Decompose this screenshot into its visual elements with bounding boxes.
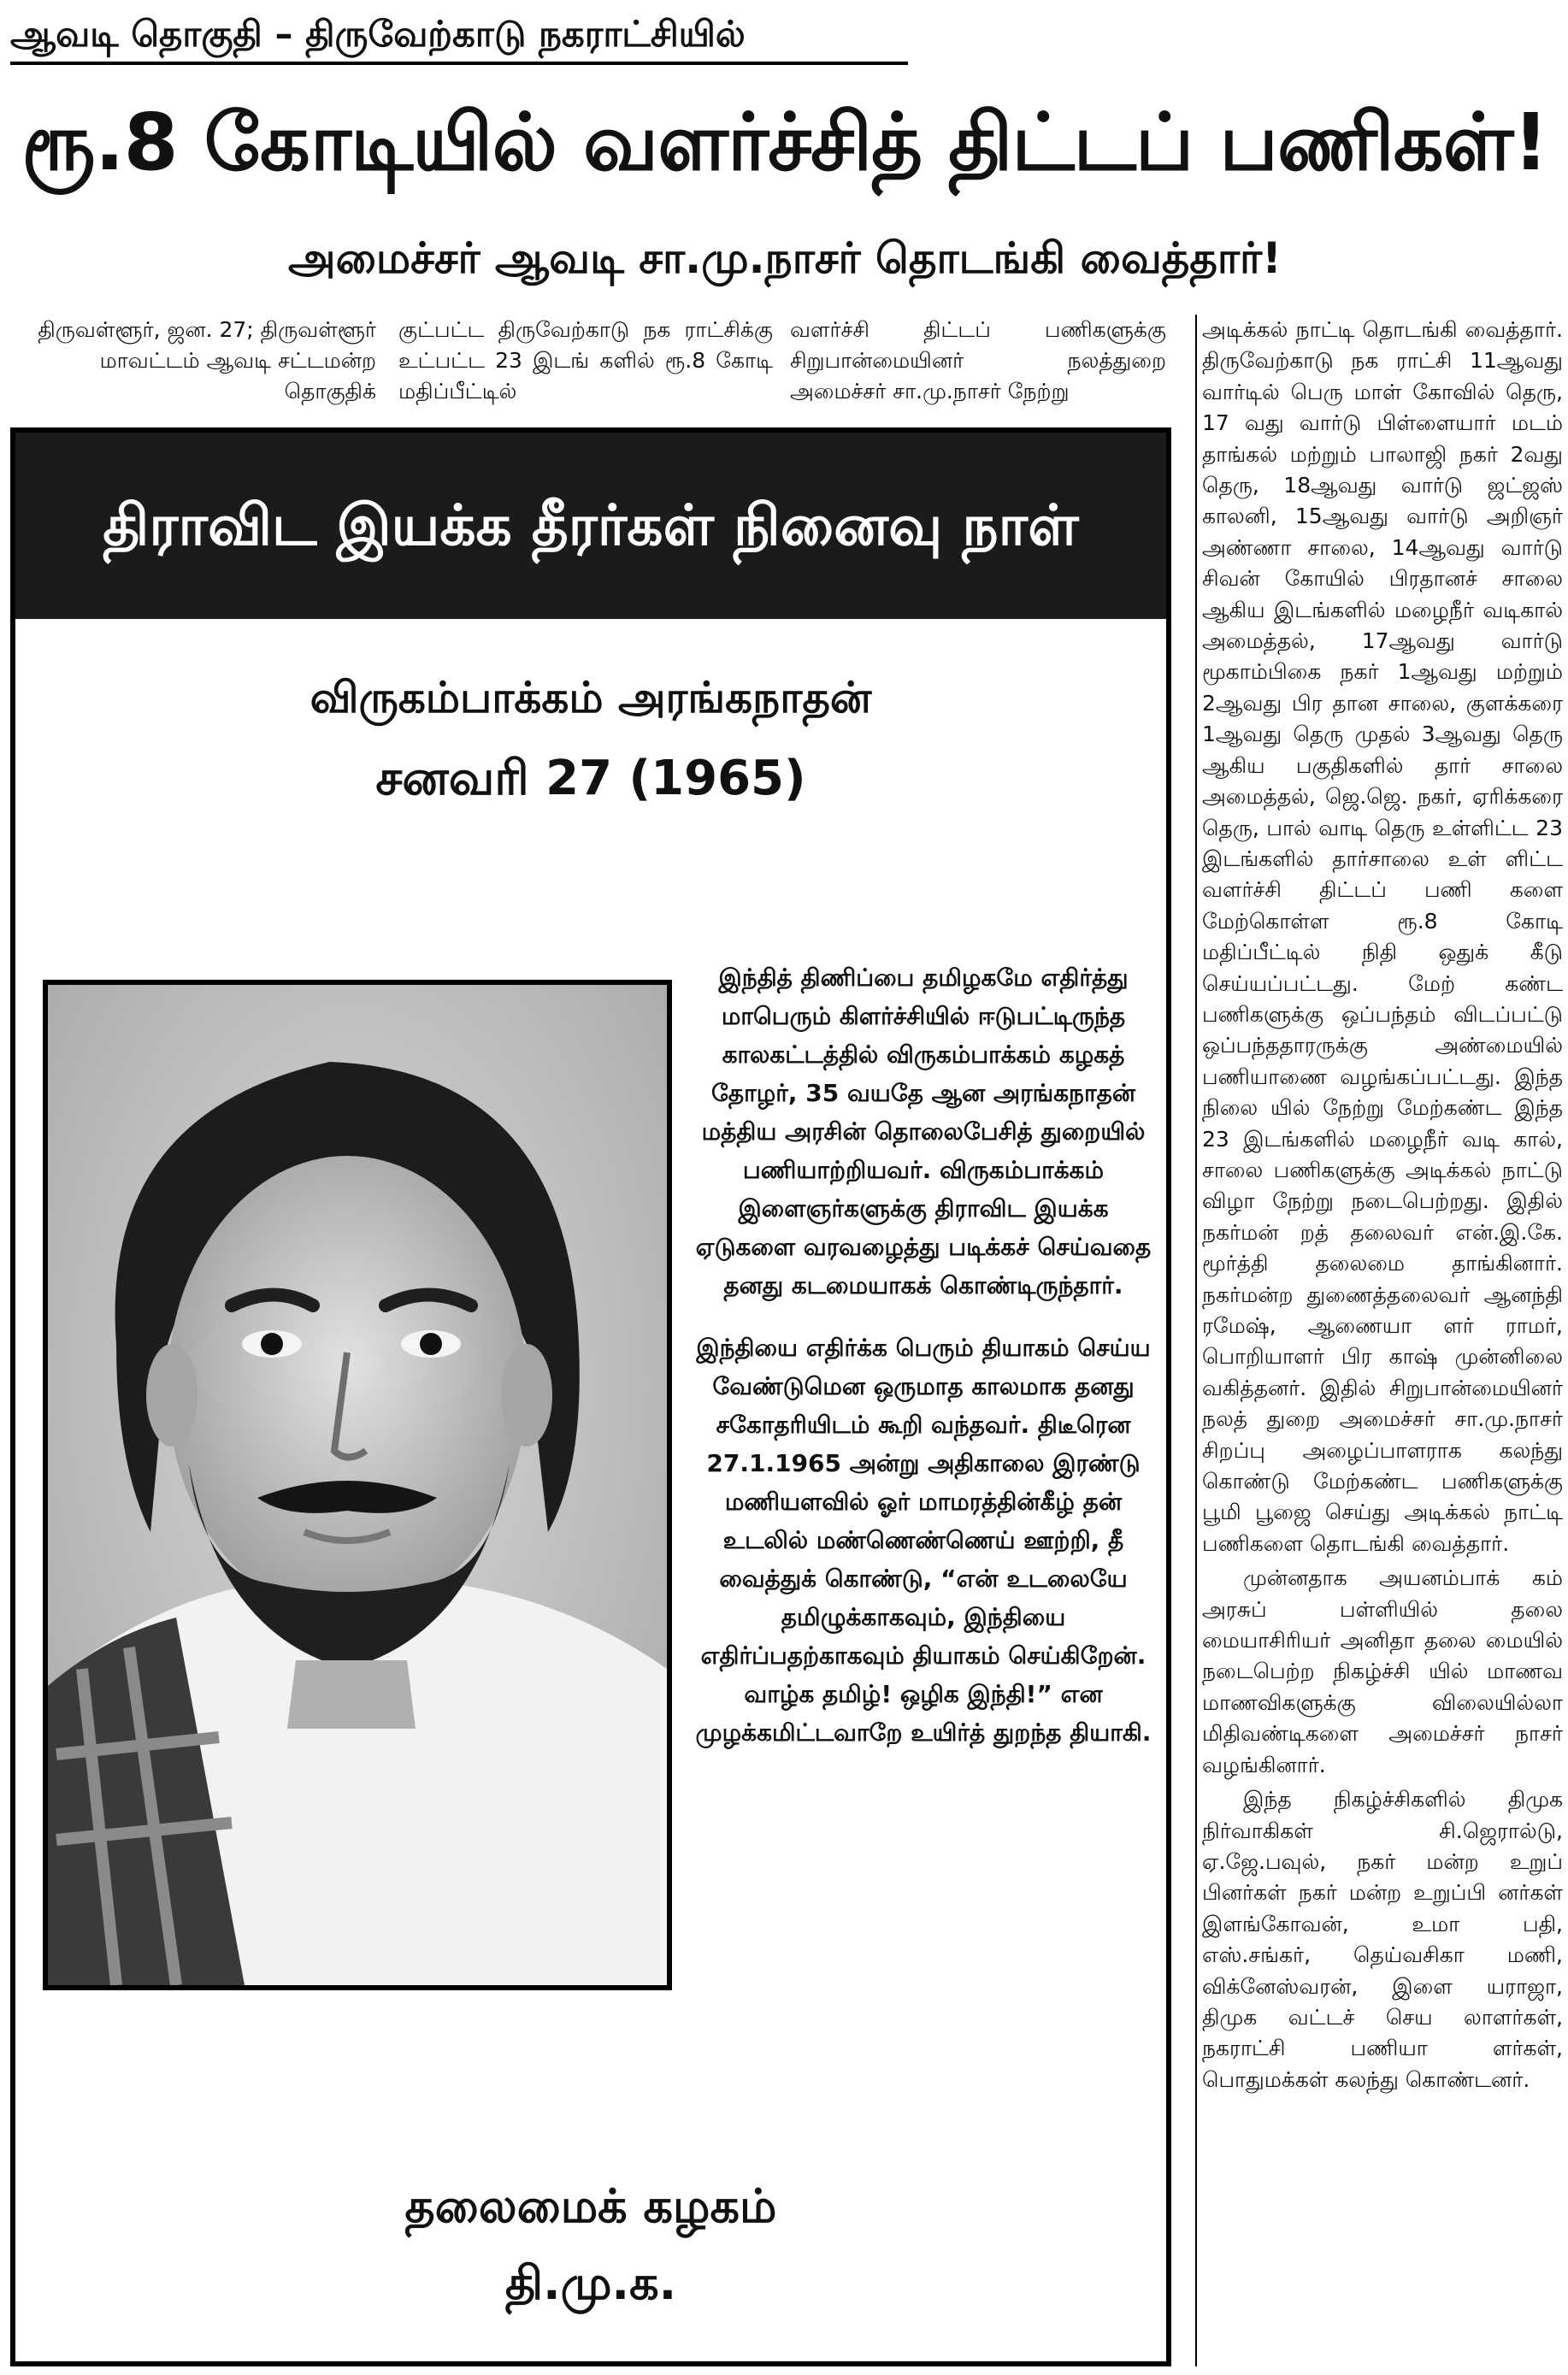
subheadline: அமைச்சர் ஆவடி சா.மு.நாசர் தொடங்கி வைத்தார்! bbox=[288, 233, 1282, 283]
memorial-name: விருகம்பாக்கம் அரங்கநாதன் bbox=[309, 673, 872, 722]
signature-organization: தலைமைக் கழகம் bbox=[404, 2179, 777, 2233]
story-column-1: திருவள்ளூர், ஜன. 27; திருவள்ளூர் மாவட்டம் ஆவடி சட்டமன்ற தொகுதிக் bbox=[38, 317, 376, 404]
story-column-3: வளர்ச்சி திட்டப் பணிகளுக்கு சிறுபான்மையினர் நலத்துறை அமைச்சர் சா.மு.நாசர் நேற்று bbox=[790, 317, 1166, 404]
memorial-date: சனவரி 27 (1965) bbox=[375, 751, 806, 806]
story-paragraph: முன்னதாக அயனம்பாக் கம் அரசுப் பள்ளியில் தலை மையாசிரியர் அனிதா தலை மையில் நடைபெற்ற நிகழ்ச்சி யில் மாணவ மாணவிகளுக்கு விலையில்லா மிதிவண்டிகளை அமைச்சர் நாசர் வழங்கினார். bbox=[1202, 1565, 1563, 1777]
section-kicker: ஆவடி தொகுதி – திருவேற்காடு நகராட்சியில் bbox=[10, 7, 908, 65]
story-paragraph: அடிக்கல் நாட்டி தொடங்கி வைத்தார். திருவேற்காடு நக ராட்சி 11ஆவது வார்டில் பெரு மாள் கோவில் தெரு, 17 வது வார்டு பிள்ளையார் மடம் தாங்கல் மற்றும் பாலாஜி நகர் 2வது தெரு, 18ஆவது வார்டு ஜட்ஜஸ் காலனி, 15ஆவது வார்டு அறிஞர் அண்ணா சாலை, 14ஆவது வார்டு சிவன் கோயில் பிரதானச் சாலை ஆகிய இடங்களில் மழைநீர் வடிகால் அமைத்தல், 17ஆவது வார்டு மூகாம்பிகை நகர் 1ஆவது மற்றும் 2ஆவது பிர தான சாலை, குளக்கரை 1ஆவது தெரு முதல் 3ஆவது தெரு ஆகிய பகுதிகளில் தார் சாலை அமைத்தல், ஜெ.ஜெ. நகர், ஏரிக்கரை தெரு, பால் வாடி தெரு உள்ளிட்ட 23 இடங்களில் தார்சாலை உள் ளிட்ட வளர்ச்சி திட்டப் பணி களை மேற்கொள்ள ரூ.8 கோடி மதிப்பீட்டில் நிதி ஒதுக் கீடு செய்யப்பட்டது. மேற் கண்ட பணிகளுக்கு ஒப்பந்தம் விடப்பட்டு ஒப்பந்ததாரருக்கு அண்மையில் பணியாணை வழங்கப்பட்டது. இந்த நிலை யில் நேற்று மேற்கண்ட இந்த 23 இடங்களில் மழைநீர் வடி கால், சாலை பணிகளுக்கு அடிக்கல் நாட்டு விழா நேற்று நடைபெற்றது. இதில் நகர்மன் றத் தலைவர் என்.இ.கே. மூர்த்தி தலைமை தாங்கினார். நகர்மன்ற துணைத்தலைவர் ஆனந்தி ரமேஷ், ஆணையா ளர் ராமர், பொறியாளர் பிர காஷ் முன்னிலை வகித்தனர். இதில் சிறுபான்மையினர் நலத் துறை அமைச்சர் சா.மு.நாசர் சிறப்பு அழைப்பாளராக கலந்து கொண்டு மேற்கண்ட பணிகளுக்கு பூமி பூஜை செய்து அடிக்கல் நாட்டி பணிகளை தொடங்கி வைத்தார். bbox=[1202, 317, 1563, 1556]
headline: ரூ.8 கோடியில் வளர்ச்சித் திட்டப் பணிகள்! bbox=[21, 97, 1548, 188]
portrait-photo bbox=[43, 980, 672, 1990]
memorial-advertisement bbox=[10, 427, 1171, 2366]
tribute-paragraph: இந்தியை எதிர்க்க பெரும் தியாகம் செய்ய வேண்டுமென ஒருமாத காலமாக தனது சகோதரியிடம் கூறி வந்தவர். திடீரென 27.1.1965 அன்று அதிகாலை இரண்டு மணியளவில் ஓர் மாமரத்தின்கீழ் தன் உடலில் மண்ணெண்ணெய் ஊற்றி, தீ வைத்துக் கொண்டு, “என் உடலையே தமிழுக்காகவும், இந்தியை எதிர்ப்பதற்காகவும் தியாகம் செய்கிறேன். வாழ்க தமிழ்! ஒழிக இந்தி!” என முழக்கமிட்டவாறே உயிர்த் துறந்த தியாகி. bbox=[695, 1334, 1152, 1747]
story-column-2: குட்பட்ட திருவேற்காடு நக ராட்சிக்கு உட்பட்ட 23 இடங் களில் ரூ.8 கோடி மதிப்பீட்டில் bbox=[398, 317, 773, 404]
tribute-paragraph: இந்தித் திணிப்பை தமிழகமே எதிர்த்து மாபெரும் கிளர்ச்சியில் ஈடுபட்டிருந்த காலகட்டத்தில் விருகம்பாக்கம் கழகத் தோழர், 35 வயதே ஆன அரங்கநாதன் மத்திய அரசின் தொலைபேசித் துறையில் பணியாற்றியவர். விருகம்பாக்கம் இளைஞர்களுக்கு திராவிட இயக்க ஏடுகளை வரவழைத்து படிக்கச் செய்வதை தனது கடமையாகக் கொண்டிருந்தார். bbox=[695, 964, 1152, 1299]
signature-party: தி.மு.க. bbox=[504, 2256, 677, 2310]
story-column-4 bbox=[1195, 315, 1563, 2366]
story-paragraph: இந்த நிகழ்ச்சிகளில் திமுக நிர்வாகிகள் சி.ஜெரால்டு, ஏ.ஜே.பவுல், நகர் மன்ற உறுப் பினர்கள் நகர் மன்ற உறுப்பி னர்கள் இளங்கோவன், உமா பதி, எஸ்.சங்கர், தெய்வசிகா மணி, விக்னேஸ்வரன், இளை யராஜா, திமுக வட்டச் செய லாளர்கள், நகராட்சி பணியா ளர்கள், பொதுமக்கள் கலந்து கொண்டனர். bbox=[1202, 1787, 1563, 2092]
tribute-text bbox=[689, 958, 1158, 2087]
portrait-illustration bbox=[48, 985, 667, 1985]
memorial-banner: திராவிட இயக்க தீரர்கள் நினைவு நாள் bbox=[15, 433, 1166, 619]
